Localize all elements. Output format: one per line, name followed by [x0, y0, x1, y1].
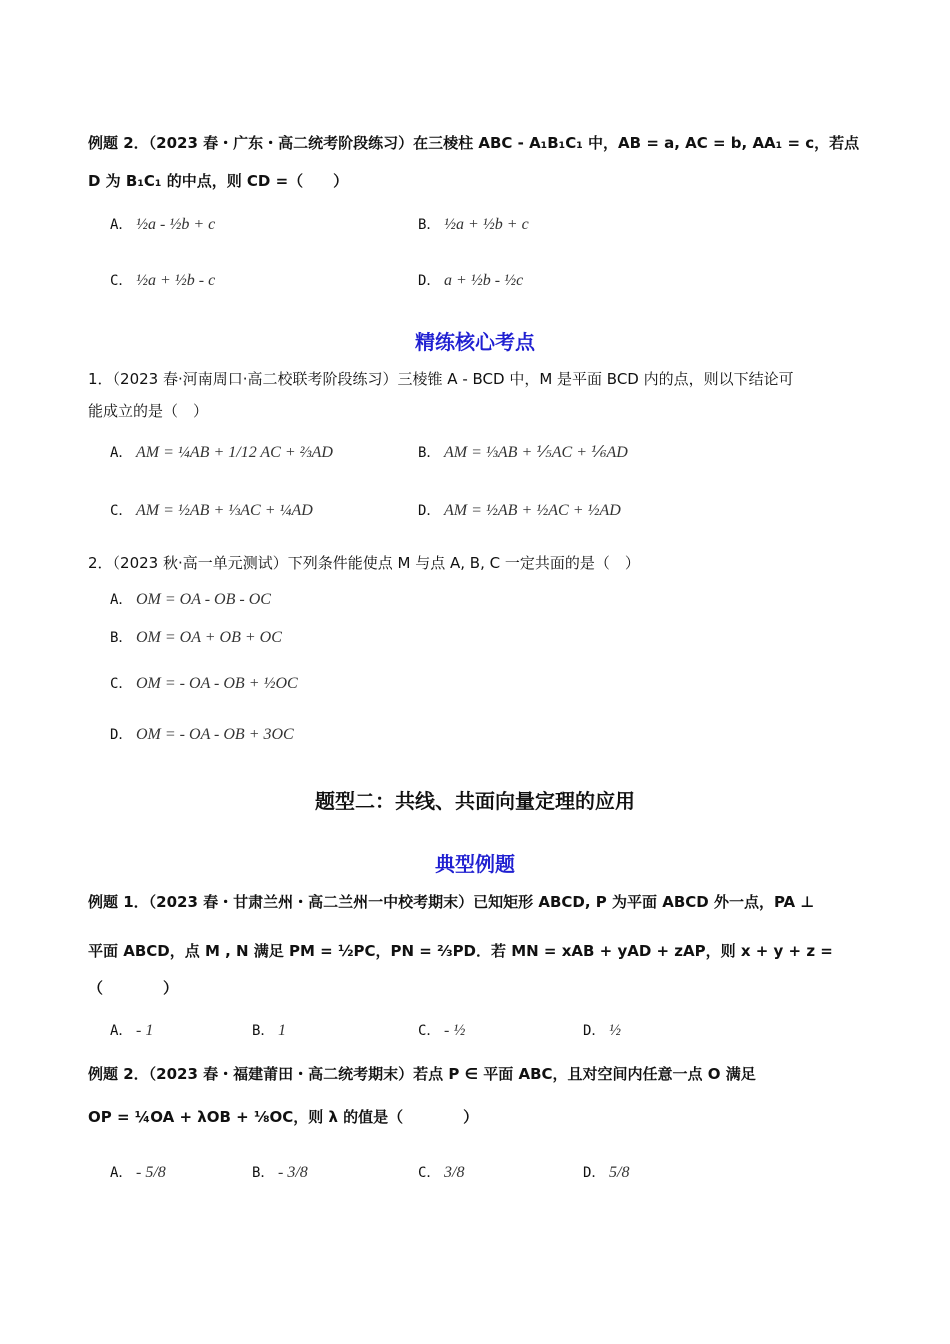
- practice-2-option-a[interactable]: [110, 589, 271, 609]
- option-formula: - 5/8: [136, 1164, 166, 1181]
- option-label: D．: [418, 503, 441, 519]
- practice-1-question-line2: 能成立的是（ ）: [88, 402, 209, 420]
- option-formula: OM = OA - OB - OC: [136, 591, 271, 608]
- option-label: D．: [418, 273, 441, 289]
- option-label: D．: [583, 1023, 606, 1039]
- example-2b-option-a[interactable]: [110, 1162, 166, 1182]
- example-2b-question-line1: 例题 2．（2023 春・福建莆田・高二统考期末）若点 P ∈ 平面 ABC，且对空间内任意一点 O 满足: [88, 1065, 756, 1083]
- example-1-option-d[interactable]: [583, 1020, 621, 1040]
- practice-2-question-line1: 2．（2023 秋·高一单元测试）下列条件能使点 M 与点 A, B, C 一定共面的是（ ）: [88, 554, 640, 572]
- option-formula: AM = ½AB + ½AC + ½AD: [444, 502, 621, 519]
- practice-1-option-a[interactable]: [110, 442, 333, 462]
- example-2a-option-c[interactable]: [110, 270, 215, 290]
- option-label: C．: [110, 676, 133, 692]
- option-label: C．: [418, 1165, 441, 1181]
- practice-1-question-line1: 1．（2023 春·河南周口·高二校联考阶段练习）三棱锥 A - BCD 中，M 是平面 BCD 内的点，则以下结论可: [88, 370, 794, 388]
- option-formula: ½a - ½b + c: [136, 216, 216, 233]
- option-formula: ½: [609, 1022, 621, 1039]
- option-formula: AM = ¼AB + 1/12 AC + ⅔AD: [136, 444, 333, 461]
- practice-1-option-b[interactable]: [418, 442, 628, 462]
- example-2a-option-a[interactable]: [110, 214, 215, 234]
- option-formula: AM = ½AB + ⅓AC + ¼AD: [136, 502, 313, 519]
- option-label: A．: [110, 1023, 133, 1039]
- option-formula: OM = OA + OB + OC: [136, 629, 282, 646]
- option-formula: OM = - OA - OB + ½OC: [136, 675, 298, 692]
- example-2b-question-line2: OP = ¼OA + λOB + ⅛OC，则 λ 的值是（ ）: [88, 1108, 479, 1126]
- option-label: A．: [110, 1165, 133, 1181]
- option-formula: 5/8: [609, 1164, 630, 1181]
- option-label: B．: [252, 1023, 275, 1039]
- example-1-option-b[interactable]: [252, 1020, 286, 1040]
- option-formula: OM = - OA - OB + 3OC: [136, 726, 294, 743]
- option-label: A．: [110, 592, 133, 608]
- example-1-question-line1: 例题 1．（2023 春・甘肃兰州・高二兰州一中校考期末）已知矩形 ABCD, P 为平面 ABCD 外一点，PA ⊥: [88, 893, 815, 911]
- section-heading-core-practice: 精练核心考点: [415, 330, 535, 354]
- option-formula: 3/8: [444, 1164, 465, 1181]
- example-2b-option-b[interactable]: [252, 1162, 308, 1182]
- option-label: B．: [110, 630, 133, 646]
- option-formula: - ½: [444, 1022, 466, 1039]
- option-formula: AM = ⅓AB + ⅕AC + ⅙AD: [444, 444, 628, 461]
- option-formula: - 3/8: [278, 1164, 308, 1181]
- option-formula: 1: [278, 1022, 286, 1039]
- option-label: A．: [110, 217, 133, 233]
- option-formula: ½a + ½b - c: [136, 272, 216, 289]
- example-2a-question-line2: D 为 B₁C₁ 的中点，则 CD =（ ）: [88, 172, 349, 190]
- option-label: B．: [418, 217, 441, 233]
- example-1-option-c[interactable]: [418, 1020, 465, 1040]
- example-1-question-line3: （ ）: [88, 979, 179, 997]
- example-2b-option-d[interactable]: [583, 1162, 629, 1182]
- example-1-question-line2: 平面 ABCD，点 M , N 满足 PM = ½PC，PN = ⅔PD．若 MN = xAB + yAD + zAP，则 x + y + z =: [88, 942, 833, 960]
- section-heading-typical-examples: 典型例题: [435, 852, 515, 876]
- option-label: C．: [110, 273, 133, 289]
- option-label: C．: [418, 1023, 441, 1039]
- example-2b-option-c[interactable]: [418, 1162, 464, 1182]
- option-formula: a + ½b - ½c: [444, 272, 524, 289]
- section-heading-type-2: 题型二：共线、共面向量定理的应用: [315, 789, 635, 813]
- option-formula: - 1: [136, 1022, 154, 1039]
- practice-2-option-b[interactable]: [110, 627, 282, 647]
- option-label: A．: [110, 445, 133, 461]
- option-label: D．: [583, 1165, 606, 1181]
- example-2a-option-b[interactable]: [418, 214, 529, 234]
- practice-2-option-d[interactable]: [110, 724, 294, 744]
- option-label: C．: [110, 503, 133, 519]
- example-2a-question-line1: 例题 2．（2023 春・广东・高二统考阶段练习）在三棱柱 ABC - A₁B₁C₁ 中，AB = a, AC = b, AA₁ = c，若点: [88, 134, 860, 152]
- option-label: D．: [110, 727, 133, 743]
- practice-2-option-c[interactable]: [110, 673, 298, 693]
- option-label: B．: [418, 445, 441, 461]
- example-1-option-a[interactable]: [110, 1020, 153, 1040]
- option-label: B．: [252, 1165, 275, 1181]
- option-formula: ½a + ½b + c: [444, 216, 529, 233]
- example-2a-option-d[interactable]: [418, 270, 523, 290]
- practice-1-option-d[interactable]: [418, 500, 621, 520]
- practice-1-option-c[interactable]: [110, 500, 313, 520]
